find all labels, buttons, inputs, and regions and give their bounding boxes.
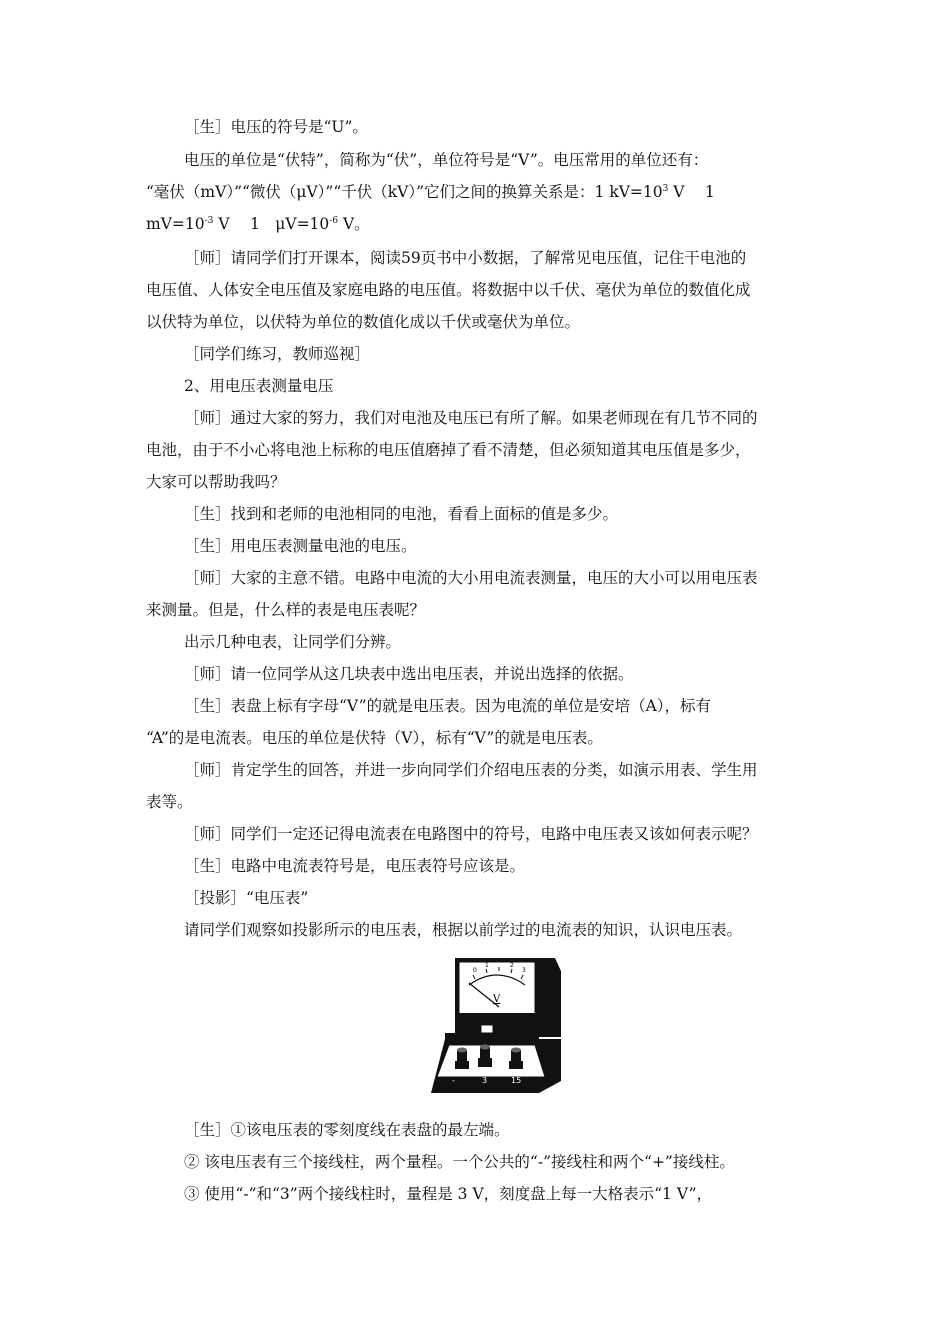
paragraph-1: ［生］电压的符号是“U”。 (184, 118, 368, 136)
superscript: 3 (662, 184, 669, 194)
paragraph-3-line-1: ［师］请同学们打开课本，阅读59页书中小数据，了解常见电压值，记住干电池的 (184, 249, 747, 267)
conversion-uv: V 1 μV=10 (213, 215, 330, 233)
unit-conversion-tail: V 1 (668, 183, 715, 201)
paragraph-19: ② 该电压表有三个接线柱，两个量程。一个公共的“-”接线柱和两个“+”接线柱。 (184, 1153, 735, 1171)
scale-label: 1 (485, 962, 489, 969)
paragraph-6-line-1: ［师］通过大家的努力，我们对电池及电压已有所了解。如果老师现在有几节不同的 (184, 409, 758, 427)
paragraph-7: ［生］找到和老师的电池相同的电池，看看上面标的值是多少。 (184, 505, 619, 523)
paragraph-2-line-1: 电压的单位是“伏特”，简称为“伏”，单位符号是“V”。电压常用的单位还有： (184, 151, 709, 169)
dial-letter-v: V (493, 994, 501, 1005)
paragraph-20: ③ 使用“-”和“3”两个接线柱时，量程是 3 V，刻度盘上每一大格表示“1 V”， (184, 1185, 713, 1203)
paragraph-6-line-2: 电池，由于不小心将电池上标称的电压值磨掉了看不清楚，但必须知道其电压值是多少， (146, 441, 751, 459)
terminal-label: - (452, 1076, 455, 1085)
conversion-end: V。 (338, 215, 370, 233)
section-heading: 2、用电压表测量电压 (184, 377, 334, 395)
terminal-3 (478, 1045, 492, 1068)
paragraph-15: ［生］电路中电流表符号是，电压表符号应该是。 (184, 857, 526, 875)
scale-label: 3 (522, 967, 526, 974)
terminal-15 (509, 1048, 523, 1070)
paragraph-9-line-1: ［师］大家的主意不错。电路中电流的大小用电流表测量，电压的大小可以用电压表 (184, 569, 758, 587)
conversion-mv: mV=10 (146, 215, 205, 233)
paragraph-13-line-1: ［师］肯定学生的回答，并进一步向同学们介绍电压表的分类，如演示用表、学生用 (184, 761, 758, 779)
paragraph-16: ［投影］“电压表” (184, 889, 309, 907)
voltmeter-illustration (427, 955, 561, 1093)
paragraph-17: 请同学们观察如投影所示的电压表，根据以前学过的电流表的知识，认识电压表。 (184, 921, 743, 939)
paragraph-2-line-3 (146, 214, 806, 234)
paragraph-3-line-3: 以伏特为单位，以伏特为单位的数值化成以千伏或毫伏为单位。 (146, 313, 581, 331)
scale-label: 0 (473, 967, 477, 974)
scale-label: 2 (510, 962, 514, 969)
paragraph-2-line-2 (146, 182, 806, 202)
paragraph-12-line-1: ［生］表盘上标有字母“V”的就是电压表。因为电流的单位是安培（A），标有 (184, 697, 712, 715)
superscript: -6 (329, 216, 339, 226)
paragraph-8: ［生］用电压表测量电池的电压。 (184, 537, 417, 555)
paragraph-14: ［师］同学们一定还记得电流表在电路图中的符号，电路中电压表又该如何表示呢？ (184, 825, 758, 843)
terminal-minus (455, 1048, 469, 1070)
paragraph-18: ［生］①该电压表的零刻度线在表盘的最左端。 (184, 1121, 510, 1139)
terminal-label: 15 (511, 1076, 522, 1085)
paragraph-13-line-2: 表等。 (146, 793, 193, 811)
unit-conversion-text: “毫伏（mV）”“微伏（μV）”“千伏（kV）”它们之间的换算关系是：1 kV=10 (146, 183, 663, 201)
paragraph-12-line-2: “A”的是电流表。电压的单位是伏特（V），标有“V”的就是电压表。 (146, 729, 603, 747)
terminal-label: 3 (482, 1076, 488, 1085)
paragraph-9-line-2: 来测量。但是，什么样的表是电压表呢？ (146, 601, 426, 619)
paragraph-6-line-3: 大家可以帮助我吗？ (146, 473, 286, 491)
superscript: -3 (204, 216, 214, 226)
paragraph-4: ［同学们练习，教师巡视］ (184, 345, 371, 363)
paragraph-10: 出示几种电表，让同学们分辨。 (184, 633, 402, 651)
paragraph-3-line-2: 电压值、人体安全电压值及家庭电路的电压值。将数据中以千伏、毫伏为单位的数值化成 (146, 281, 751, 299)
voltmeter-figure (427, 955, 561, 1093)
paragraph-11: ［师］请一位同学从这几块表中选出电压表，并说出选择的依据。 (184, 665, 634, 683)
